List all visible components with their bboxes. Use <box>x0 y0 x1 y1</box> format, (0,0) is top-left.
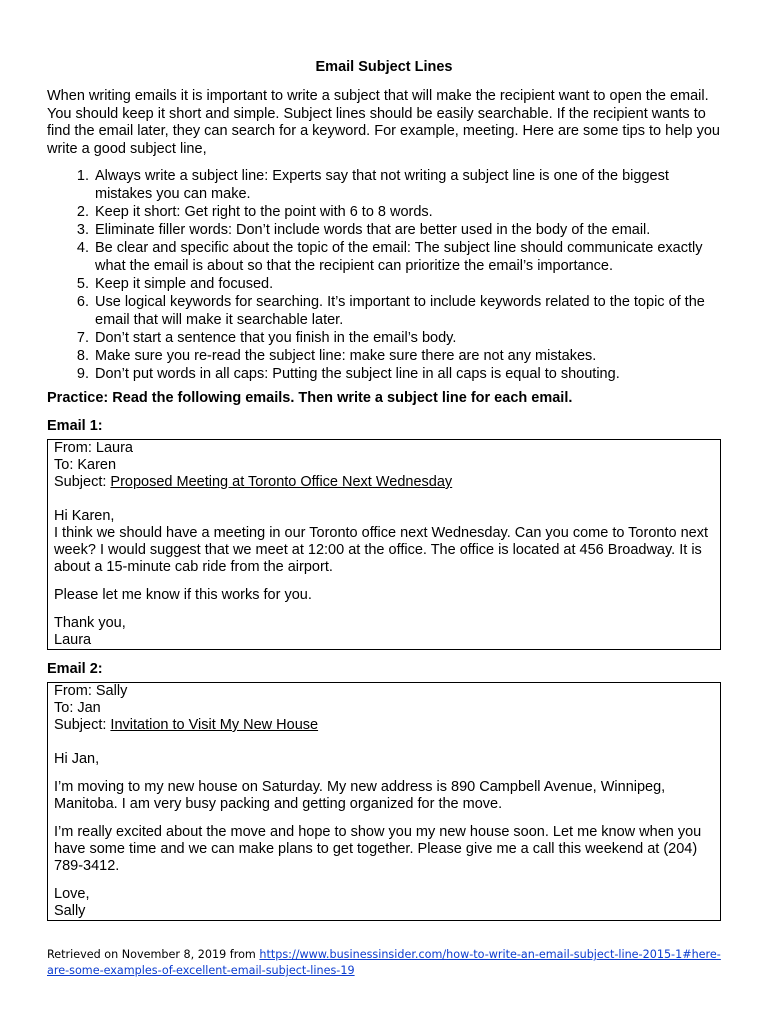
email2-from: From: Sally <box>54 683 128 699</box>
email1-subject: Proposed Meeting at Toronto Office Next Wednesday <box>110 474 453 490</box>
email2-subject-label: Subject: <box>54 717 111 733</box>
email2-body-2: I’m really excited about the move and hope to show you my new house soon. Let me know when you have some time and we can make plans to get together. Please give me a call this weekend at (204) 789-3412. <box>54 824 702 874</box>
tip-item: 5. Keep it simple and focused. <box>93 275 721 293</box>
email2-label: Email 2: <box>47 661 103 677</box>
source-link[interactable]: https://www.businessinsider.com/how-to-write-an-email-subject-line-2015-1#here-are-some-examples-of-excellent-email-subject-lines-19 <box>47 948 721 977</box>
email1-subject-line <box>54 474 714 491</box>
email2-to: To: Jan <box>54 700 101 716</box>
email2-body-1: I’m moving to my new house on Saturday. My new address is 890 Campbell Avenue, Winnipeg, Manitoba. I am very busy packing and getting organized for the move. <box>54 779 666 812</box>
email1-closing: Thank you, <box>54 615 126 631</box>
email2-greeting: Hi Jan, <box>54 751 100 767</box>
email1-box <box>47 439 721 650</box>
page-title: Email Subject Lines <box>315 59 453 75</box>
email1-to: To: Karen <box>54 457 117 473</box>
email1-body-2: Please let me know if this works for you. <box>54 587 312 603</box>
email2-closing: Love, <box>54 886 90 902</box>
email1-subject-label: Subject: <box>54 474 111 490</box>
email1-greeting: Hi Karen, <box>54 508 115 524</box>
tip-item: 8. Make sure you re-read the subject line: make sure there are not any mistakes. <box>93 347 721 365</box>
email2-signature: Sally <box>54 903 86 919</box>
email2-subject-line <box>54 717 714 734</box>
tips-list <box>47 167 721 383</box>
email2-subject: Invitation to Visit My New House <box>110 717 319 733</box>
intro-paragraph: When writing emails it is important to write a subject that will make the recipient want to open the email. You should keep it short and simple. Subject lines should be easily searchable. If the recipient wants to find the email later, they can search for a keyword. For example, meeting. Here are some tips to help you write a good subject line, <box>47 88 720 157</box>
document-page <box>47 58 721 931</box>
tip-item: 4. Be clear and specific about the topic of the email: The subject line should communicate exactly what the email is about so that the recipient can prioritize the email’s importance. <box>93 239 721 275</box>
practice-instruction: Practice: Read the following emails. Then write a subject line for each email. <box>47 390 573 406</box>
email2-box <box>47 682 721 921</box>
tip-item: 2. Keep it short: Get right to the point with 6 to 8 words. <box>93 203 721 221</box>
email1-label: Email 1: <box>47 418 103 434</box>
citation-prefix: Retrieved on November 8, 2019 from <box>47 948 260 961</box>
email1-body-1: I think we should have a meeting in our Toronto office next Wednesday. Can you come to Toronto next week? I would suggest that we meet at 12:00 at the office. The office is located at 456 Broadway. It is about a 15-minute cab ride from the airport. <box>54 525 708 575</box>
email1-signature: Laura <box>54 632 92 648</box>
tip-item: 9. Don’t put words in all caps: Putting the subject line in all caps is equal to shouting. <box>93 365 721 383</box>
email1-from: From: Laura <box>54 440 133 456</box>
tip-item: 7. Don’t start a sentence that you finish in the email’s body. <box>93 329 721 347</box>
tip-item: 6. Use logical keywords for searching. It’s important to include keywords related to the topic of the email that will make it searchable later. <box>93 293 721 329</box>
source-citation <box>47 947 727 979</box>
tip-item: 3. Eliminate filler words: Don’t include words that are better used in the body of the email. <box>93 221 721 239</box>
tip-item: 1. Always write a subject line: Experts say that not writing a subject line is one of the biggest mistakes you can make. <box>93 167 721 203</box>
